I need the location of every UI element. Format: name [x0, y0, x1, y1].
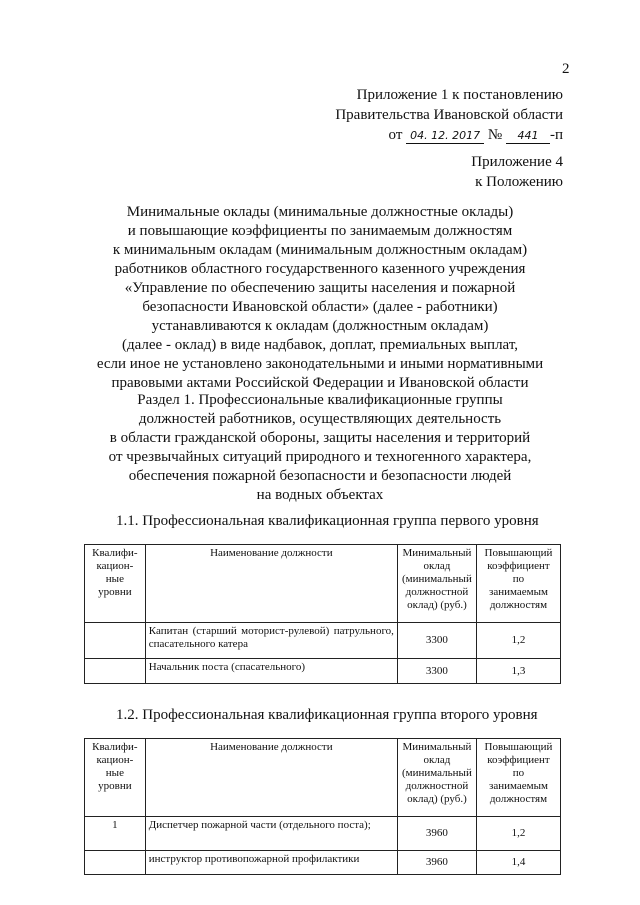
header-level: Квалифи- кацион- ные уровни [85, 739, 146, 817]
document-title [0, 203, 640, 393]
title-line: если иное не установлено законодательными и иными нормативными [96, 356, 544, 372]
group-1-table [84, 544, 561, 684]
cell-position: Начальник поста (спасательного) [145, 659, 397, 684]
group-2-table [84, 738, 561, 875]
cell-salary: 3300 [397, 659, 476, 684]
section-line: на водных объектах [256, 487, 384, 503]
title-line: «Управление по обеспечению защиты населения и пожарной [124, 280, 516, 296]
group-1-heading: 1.1. Профессиональная квалификационная группа первого уровня [116, 513, 539, 529]
table-row [85, 851, 561, 875]
header-position: Наименование должности [145, 545, 397, 623]
table-header-row [85, 739, 561, 817]
title-line: (далее - оклад) в виде надбавок, доплат, премиальных выплат, [121, 337, 518, 353]
section-line: в области гражданской обороны, защиты населения и территорий [109, 430, 531, 446]
cell-level: 1 [85, 817, 146, 851]
section-line: от чрезвычайных ситуаций природного и техногенного характера, [108, 449, 532, 465]
table-row [85, 623, 561, 659]
header-position: Наименование должности [145, 739, 397, 817]
cell-salary: 3960 [397, 851, 476, 875]
cell-position: инструктор противопожарной профилактики [145, 851, 397, 875]
title-line: правовыми актами Российской Федерации и Ивановской области [111, 375, 529, 391]
cell-salary: 3300 [397, 623, 476, 659]
table-header-row [85, 545, 561, 623]
cell-position: Капитан (старший моторист-рулевой) патрульного, спасательного катера [145, 623, 397, 659]
number-label: № [487, 127, 503, 143]
title-line: к минимальным окладам (минимальным должностным окладам) [112, 242, 528, 258]
header-salary: Минимальный оклад (минимальный должностной оклад) (руб.) [397, 545, 476, 623]
table-row [85, 659, 561, 684]
cell-coef: 1,3 [476, 659, 560, 684]
page-number: 2 [562, 61, 570, 77]
decree-date: 04. 12. 2017 [406, 129, 484, 144]
appendix-4-header [471, 152, 563, 192]
header-coef: Повышающий коэффициент по занимаемым должностям [476, 739, 560, 817]
appendix-4-line1: Приложение 4 [471, 154, 563, 170]
title-line: Минимальные оклады (минимальные должностные оклады) [126, 204, 514, 220]
table-row [85, 817, 561, 851]
from-label: от [388, 127, 403, 143]
cell-level [85, 659, 146, 684]
section-line: должностей работников, осуществляющих деятельность [138, 411, 502, 427]
decree-number: 441 [506, 129, 550, 144]
cell-position: Диспетчер пожарной части (отдельного поста); [145, 817, 397, 851]
appendix-4-line2: к Положению [475, 174, 563, 190]
group-2-heading: 1.2. Профессиональная квалификационная группа второго уровня [116, 707, 538, 723]
header-coef: Повышающий коэффициент по занимаемым должностям [476, 545, 560, 623]
cell-salary: 3960 [397, 817, 476, 851]
appendix-1-line3 [335, 125, 563, 145]
appendix-1-line1: Приложение 1 к постановлению [356, 87, 563, 103]
section-line: обеспечения пожарной безопасности и безопасности людей [128, 468, 512, 484]
section-line: Раздел 1. Профессиональные квалификационные группы [137, 392, 503, 408]
number-suffix: -п [549, 127, 563, 143]
cell-level [85, 851, 146, 875]
header-level: Квалифи- кацион- ные уровни [85, 545, 146, 623]
title-line: работников областного государственного казенного учреждения [114, 261, 526, 277]
cell-coef: 1,2 [476, 817, 560, 851]
cell-coef: 1,2 [476, 623, 560, 659]
cell-level [85, 623, 146, 659]
header-salary: Минимальный оклад (минимальный должностной оклад) (руб.) [397, 739, 476, 817]
title-line: безопасности Ивановской области» (далее - работники) [142, 299, 498, 315]
appendix-1-line2: Правительства Ивановской области [335, 107, 563, 123]
appendix-1-header [335, 85, 563, 145]
title-line: устанавливаются к окладам (должностным окладам) [151, 318, 489, 334]
title-line: и повышающие коэффициенты по занимаемым должностям [127, 223, 513, 239]
cell-coef: 1,4 [476, 851, 560, 875]
section-heading [0, 391, 640, 505]
